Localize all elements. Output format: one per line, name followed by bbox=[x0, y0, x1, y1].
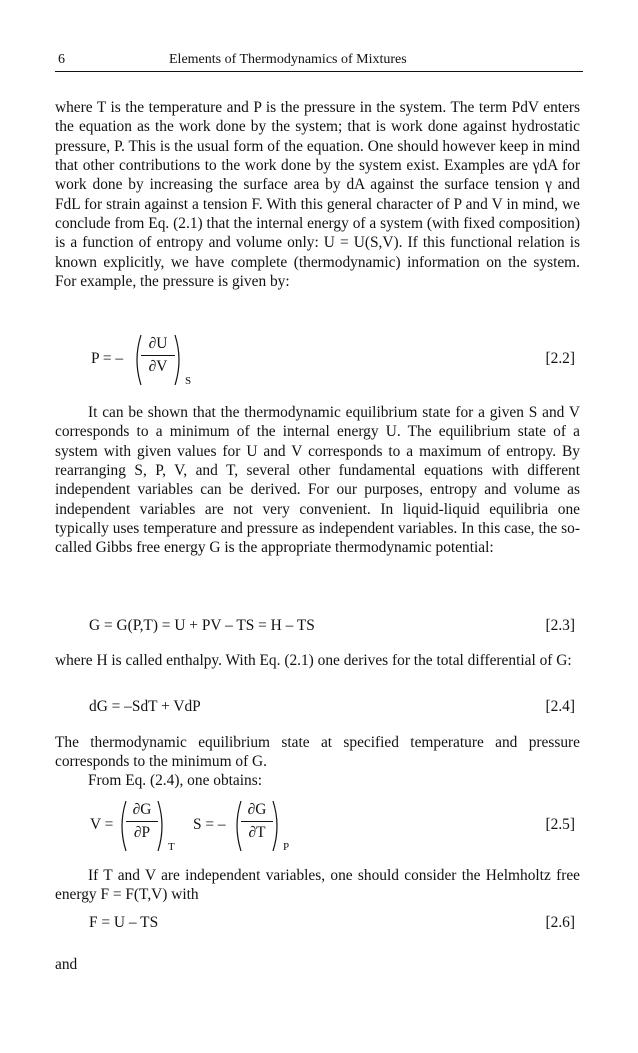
eq22-lhs: P = – bbox=[91, 350, 124, 367]
eq25-subscript-v: T bbox=[168, 841, 175, 853]
paragraph-2: It can be shown that the thermodynamic equilibrium state for a given S and V corresponds to a minimum of the internal energy U. The equilibrium state of a system with given values for U and V corresponds to a maximum of entropy. By rearranging S, P, V, and T, several other fundamental equations with different independent variables can be derived. For our purposes, entropy and volume as independent variables are not very convenient. In liquid-liquid equilibria one typically uses temperature and pressure as independent variables. In this case, the so-called Gibbs free energy G is the appropriate thermodynamic potential: bbox=[55, 404, 580, 557]
paragraph-3: where H is called enthalpy. With Eq. (2.1) one derives for the total differential of G: bbox=[55, 652, 572, 669]
fraction-bar bbox=[126, 821, 158, 822]
eq25-denominator-s: ∂T bbox=[248, 824, 266, 841]
equation-2-5 bbox=[55, 797, 580, 857]
eq25-numerator-s: ∂G bbox=[247, 801, 267, 818]
right-paren-icon bbox=[271, 799, 283, 853]
eq23-number: [2.3] bbox=[545, 617, 575, 634]
eq26-number: [2.6] bbox=[545, 914, 575, 931]
eq22-number: [2.2] bbox=[545, 350, 575, 367]
eq25-fraction-s bbox=[241, 801, 273, 842]
paragraph-7: and bbox=[55, 956, 78, 973]
eq22-subscript: S bbox=[185, 375, 192, 387]
page-header bbox=[55, 51, 583, 72]
eq22-fraction bbox=[141, 335, 175, 376]
eq25-fraction-v bbox=[126, 801, 158, 842]
eq25-numerator-v: ∂G bbox=[132, 801, 152, 818]
eq25-subscript-s: P bbox=[283, 841, 290, 853]
equation-2-2 bbox=[55, 333, 580, 389]
paragraph-4: The thermodynamic equilibrium state at specified temperature and pressure corresponds to the minimum of G. bbox=[55, 734, 580, 771]
running-title: Elements of Thermodynamics of Mixtures bbox=[169, 52, 407, 67]
eq23-text: G = G(P,T) = U + PV – TS = H – TS bbox=[89, 617, 315, 634]
equation-2-4 bbox=[55, 696, 580, 726]
fraction-bar bbox=[241, 821, 273, 822]
right-paren-icon bbox=[173, 333, 185, 387]
eq25-denominator-v: ∂P bbox=[133, 824, 151, 841]
right-paren-icon bbox=[156, 799, 168, 853]
fraction-bar bbox=[141, 355, 175, 356]
eq24-number: [2.4] bbox=[545, 698, 575, 715]
eq26-text: F = U – TS bbox=[89, 914, 159, 931]
paragraph-5: From Eq. (2.4), one obtains: bbox=[88, 772, 262, 789]
eq25-lhs-s: S = – bbox=[193, 816, 226, 833]
eq22-numerator: ∂U bbox=[148, 335, 168, 352]
eq24-text: dG = –SdT + VdP bbox=[89, 698, 201, 715]
eq22-denominator: ∂V bbox=[148, 358, 168, 375]
page-number: 6 bbox=[58, 52, 65, 67]
equation-2-3 bbox=[55, 615, 580, 645]
eq25-number: [2.5] bbox=[545, 816, 575, 833]
eq25-lhs-v: V = bbox=[90, 816, 114, 833]
equation-2-6 bbox=[55, 912, 580, 942]
paragraph-6: If T and V are independent variables, one should consider the Helmholtz free energy F = F(T,V) with bbox=[55, 867, 580, 904]
paragraph-1: where T is the temperature and P is the pressure in the system. The term PdV enters the equation as the work done by the system; that is work done against hydrostatic pressure, P. This is the usual form of the equation. One should however keep in mind that other contributions to the work done by the system exist. Examples are γdA for work done by increasing the surface area by dA against the surface tension γ and FdL for strain against a tension F. With this general character of P and V in mind, we conclude from Eq. (2.1) that the internal energy of a system (with fixed composition) is a function of entropy and volume only: U = U(S,V). If this functional relation is known explicitly, we have complete (thermodynamic) information on the system. For example, the pressure is given by: bbox=[55, 99, 580, 291]
